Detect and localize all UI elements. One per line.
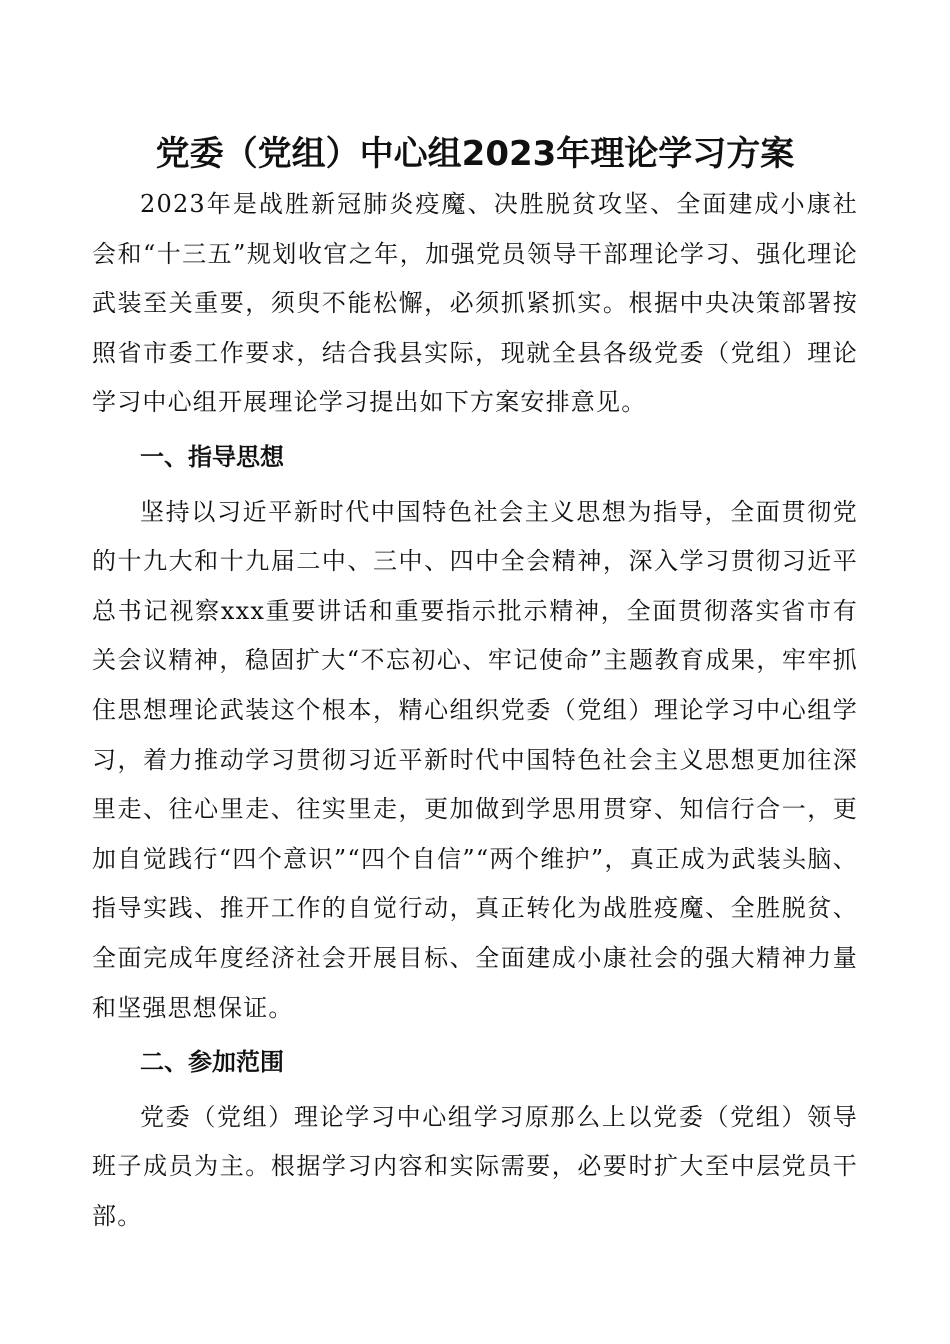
section-guiding-ideology (92, 428, 858, 1033)
intro-paragraph: 2023年是战胜新冠肺炎疫魔、决胜脱贫攻坚、全面建成小康社会和“十三五”规划收官之年，加强党员领导干部理论学习、强化理论武装至关重要，须臾不能松懈，必须抓紧抓实。根据中央决策部署按照省市委工作要求，结合我县实际，现就全县各级党委（党组）理论学习中心组开展理论学习提出如下方案安排意见。 (92, 190, 858, 417)
document-title: 党委（党组）中心组2023年理论学习方案 (155, 134, 795, 174)
section-heading: 二、参加范围 (140, 1048, 284, 1077)
section-paragraph: 坚持以习近平新时代中国特色社会主义思想为指导，全面贯彻党的十九大和十九届二中、三中、四中全会精神，深入学习贯彻习近平总书记视察xxx重要讲话和重要指示批示精神，全面贯彻落实省市有关会议精神，稳固扩大“不忘初心、牢记使命”主题教育成果，牢牢抓住思想理论武装这个根本，精心组织党委（党组）理论学习中心组学习，着力推动学习贯彻习近平新时代中国特色社会主义思想更加往深里走、往心里走、往实里走，更加做到学思用贯穿、知信行合一，更加自觉践行“四个意识”“四个自信”“两个维护”，真正成为武装头脑、指导实践、推开工作的自觉行动，真正转化为战胜疫魔、全胜脱贫、全面完成年度经济社会开展目标、全面建成小康社会的强大精神力量和坚强思想保证。 (92, 497, 858, 1022)
section-paragraph: 党委（党组）理论学习中心组学习原那么上以党委（党组）领导班子成员为主。根据学习内容和实际需要，必要时扩大至中层党员干部。 (92, 1102, 858, 1230)
section-participation-scope (92, 1033, 858, 1241)
section-heading: 一、指导思想 (140, 442, 284, 471)
document-page (92, 128, 858, 1241)
